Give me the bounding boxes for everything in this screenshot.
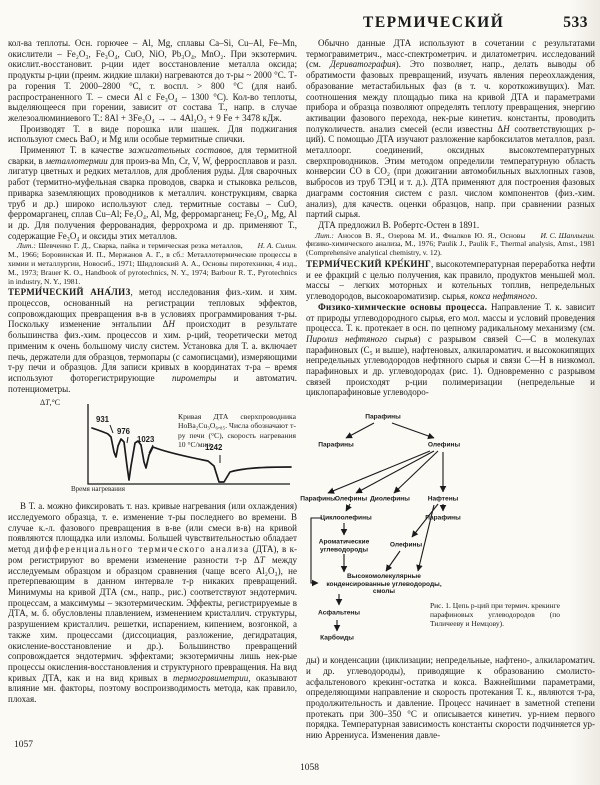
y-axis-label: ΔT,°C	[40, 398, 61, 408]
paragraph-dta-description: В Т. а. можно фиксировать т. наз. кривые нагревания (или охлаждения) исследуемого образца, т. е. изменение т-ры последнего во времени. В случае к.-л. фазового превращения в в-ве (или смеси в-в) на кривой появляются площадка или изломы. Большей чувствительностью обладает метод дифференциального термического анализа (ДТА), в к-ром регистрируют во времени изменение разности т-р ΔT между исследуемым образцом и образцом сравнения (чаще всего Al₂O₃), не претерпевающим в данном интервале т-р никаких превращений. Минимумы на кривой ДТА (см., напр., рис.) соответствуют эндотермич. процессам, а максимумы – экзотермическим. Эффекты, регистрируемые в ДТА, м. б. обусловлены плавлением, изменением кристаллич. структуры, разрушением кристаллич. решетки, испарением, кипением, возгонкой, а также хим. процессами (диссоциация, разложение, дегидратация, окисление-восстановление и др.). Большинство превращений сопровождается эндотермич. эффектами; экзотермичны лишь нек-рые процессы окисления-восстановления и структурного превращения. На вид кривых ДТА, как и на вид кривых в термогравиметрии, оказывают влияние мн. факторы, поэтому воспроизводимость метода, как правило, плохая.	[8, 501, 298, 705]
literature-text: Лит.: Аносов В. Я., Озерова М. И., Фиалков Ю. Я., Основы физико-химического анализа, М., 1976; Paulik J., Paulik F., Thermal analysis, Amst., 1981 (Comprehensive analytical chemistry, v. 12).	[306, 230, 595, 258]
author-signature: И. С. Шаплыгин.	[540, 230, 595, 240]
running-head	[305, 14, 588, 32]
right-column	[300, 38, 596, 741]
diagram-caption: Рис. 1. Цепь р-ций при термич. крекинге парафиновых углеводородов (по Тиличееву и Немцову).	[430, 601, 560, 629]
diagram-node-paraffins: Парафины	[425, 514, 461, 522]
dta-peak-label: 1242	[205, 443, 223, 453]
left-column	[8, 38, 297, 741]
two-column-text	[8, 38, 594, 741]
diagram-node-naphthenes: Нафтены	[427, 495, 459, 503]
paragraph-termite-continuation: кол-ва теплоты. Осн. горючее – Al, Mg, сплавы Ca–Si, Cu–Al, Fe–Mn, окислители – Fe₂O₃, Fe₃O₄, CuO, NiO, Pb₃O₄, MnO₂. При экзотермич. окислит.-восстановит. р-ции идет восстановление металла оксида; продукты р-ции (преим. жидкие шлаки) нагреваются до т-ры ~ 2000 °C. Т-ра горения Т. 2000–2800 °C, т. воспл. > 800 °C (для наиб. распространенного Т. – смеси Al с Fe₃O₄ – 1300 °C). Кол-во теплоты, выделяющееся при горении, зависит от состава Т., напр. в случае железоалюминиевого Т.: 8Al + 3Fe₃O₄ → → 4Al₂O₃ + 9 Fe + 3478 кДж.	[8, 38, 297, 123]
diagram-node-high-molecular-condensed: Высокомолекулярные конденсированные углеводороды, смолы	[326, 573, 442, 595]
diagram-node-asphaltenes: Асфальтены	[318, 609, 360, 617]
entry-thermal-cracking: ТЕРМИ́ЧЕСКИЙ КРЕ́КИНГ, высокотемпературная переработка нефти и ее фракций с целью получения, как правило, продуктов меньшей мол. массы – легких моторных и котельных топлив, непредельных углеводородов, высокоароматизир. сырья, кокса нефтяного.	[306, 259, 596, 302]
paragraph-termite-applications: Применяют Т. в качестве зажигательных составов, для термитной сварки, в металлотермии для произ-ва Mn, Cr, V, W, ферросплавов и разл. лигатур цветных и редких металлов, для дробления руды. Для сварочных работ (термитно-муфельная сварка проводов, сварка и стыковка рельсов, приварка заземляющих проводников к металлич. конструкциям, сварка труб и др.) широко используют след. термитные составы – CuO, ферромарганец, сплав Cu–Al; Fe₃O₄, Al, Mg, ферромарганец; Fe₃O₄, Mg, Al и др. Для получения феррованадия, феррохрома и др. применяют Т., содержащие Fe₃O₄ и оксиды этих металлов.	[8, 145, 298, 241]
dta-figure-caption: Кривая ДТА сверхпроводника HoBa₂Cu₃O₆,₈₅. Числа обозначают т-ру печи (°C), скорость нагревания 10 °C/мин.	[178, 412, 296, 449]
literature-text: Лит.: Шевченко Г. Д., Сварка, пайка и термическая резка металлов, М., 1966; Боровинская И. П., Мержанов А. Г., в сб.: Металлотермические процессы в химии и металлургии, Новосиб., 1971; Шидловский А. А., Основы пиротехники, 4 изд., М., 1973; Brauer K. O., Handbook of pyrotechnics, N. Y., 1974; Barbour R. T., Pyrotechnics in industry, N. Y., 1981.	[8, 241, 297, 286]
diagram-node-olefins: Олефины	[334, 495, 368, 503]
dta-figure	[8, 396, 297, 498]
diagram-node-carboids: Карбоиды	[320, 634, 354, 642]
literature-block-thermal-analysis	[306, 232, 595, 258]
paragraph-physchem-basis: Физико-химические основы процесса. Направление Т. к. зависит от природы углеводородного сырья, его мол. массы и условий проведения процесса. Т. к. протекает в осн. по цепному радикальному механизму (см. Пиролиз нефтяного сырья) с разрывом связей C—C в молекулах парафиновых (C₅ и выше), нафтеновых, алкилароматич. и высококипящих непредельных углеводородов нефтяного сырья и связи C—H в низкомол. парафиновых и др. углеводородах (рис. 1). Одновременно с разрывом связей происходят р-ции полимеризации (непредельные и циклопарафиновые углеводоро-	[306, 301, 595, 398]
paragraph-dta-usage: Обычно данные ДТА используют в сочетании с результатами термогравиметрич., масс-спектрометрич. и дилатометрич. исследований (см. Дериватография). Это позволяет, напр., делать выводы об обратимости фазовых превращений, изучать явления переохлаждения, образование метастабильных фаз (в т. ч. короткоживущих). Мат. соотношения между площадью пика на кривой ДТА и параметрами прибора и образца позволяют определять теплоту превращения, энергию активации фазового перехода, нек-рые кинетич. константы, проводить полуколичеств. анализ смесей (если известны ΔH соответствующих р-ций). С помощью ДТА изучают разложение карбоксилатов металлов, разл. металлоорг. соединений, оксидных высокотемпературных сверхпроводников. Этим методом определили температурную область конверсии CO в CO₂ (при дожигании автомобильных выхлопных газов, выбросов из труб ТЭЦ и т. д.). ДТА применяют для построения фазовых диаграмм состояния систем с разл. числом компонентов (физ.-хим. анализ), для качеств. оценки образцов, напр. при сравнении разных партий сырья.	[306, 38, 596, 220]
dta-peak-label: 1023	[137, 435, 155, 445]
diagram-node-aromatics: Ароматические углеводороды	[318, 538, 370, 554]
diagram-node-cycloolefins: Циклоолефины	[320, 514, 372, 522]
column-number-left: 1057	[14, 740, 33, 750]
dta-peak-label: 931	[96, 415, 110, 425]
entry-thermal-analysis: ТЕРМИ́ЧЕСКИЙ АНА́ЛИЗ, метод исследования физ.-хим. и хим. процессов, основанный на регистрации тепловых эффектов, сопровождающих превращения в-в в условиях программирования т-ры. Поскольку изменение энтальпии ΔH происходит в результате большинства физ.-хим. процессов и хим. р-ций, теоретически метод применим к очень большому числу систем. Установка для Т. а. включает печь, держатели для образцов, термопары (с самописцами), измеряющими т-ру печи и образцов. Для записи кривых в координатах т-ра – время используют фоторегистрирующие пирометры и автоматич. потенциометры.	[8, 287, 297, 394]
diagram-node-paraffins: Парафины	[300, 495, 336, 503]
diagram-node-paraffins-top: Парафины	[365, 413, 401, 421]
diagram-node-paraffins: Парафины	[318, 441, 354, 449]
literature-block-termite	[8, 242, 297, 286]
paragraph-termite-production: Производят Т. в виде порошка или шашек. Для поджигания используют смесь BaO₂ и Mg или особые термитные спички.	[8, 123, 297, 145]
running-head-title: ТЕРМИЧЕСКИЙ	[363, 14, 505, 31]
reaction-chain-diagram	[300, 401, 595, 653]
diagram-node-olefins: Олефины	[389, 541, 423, 549]
diagram-node-olefins: Олефины	[427, 441, 461, 449]
column-number-right: 1058	[300, 763, 319, 773]
paragraph-cracking-parameters: ды) и конденсации (циклизации; непредельные, нафтено-, алкилароматич. и др. углеводороды), приводящие к образованию смолисто-асфальтенового крекинг-остатка и кокса. Важнейшими параметрами, определяющими направление и скорость протекания Т. к., являются т-ра, продолжительность и давление. Процесс начинает в заметной степени протекать при 300–350 °C и описывается кинетич. ур-нием первого порядка. Температурная зависимость константы скорости подчиняется ур-нию Аррениуса. Изменения давле-	[306, 655, 595, 741]
paragraph-dta-history: ДТА предложил В. Робертс-Остен в 1891.	[318, 219, 480, 230]
author-signature: Н. А. Силин.	[257, 241, 297, 251]
running-head-page-number: 533	[563, 14, 588, 31]
x-axis-label: Время нагревания	[70, 485, 126, 494]
diagram-node-diolefins: Диолефины	[370, 495, 410, 503]
dta-peak-label: 976	[117, 427, 131, 437]
